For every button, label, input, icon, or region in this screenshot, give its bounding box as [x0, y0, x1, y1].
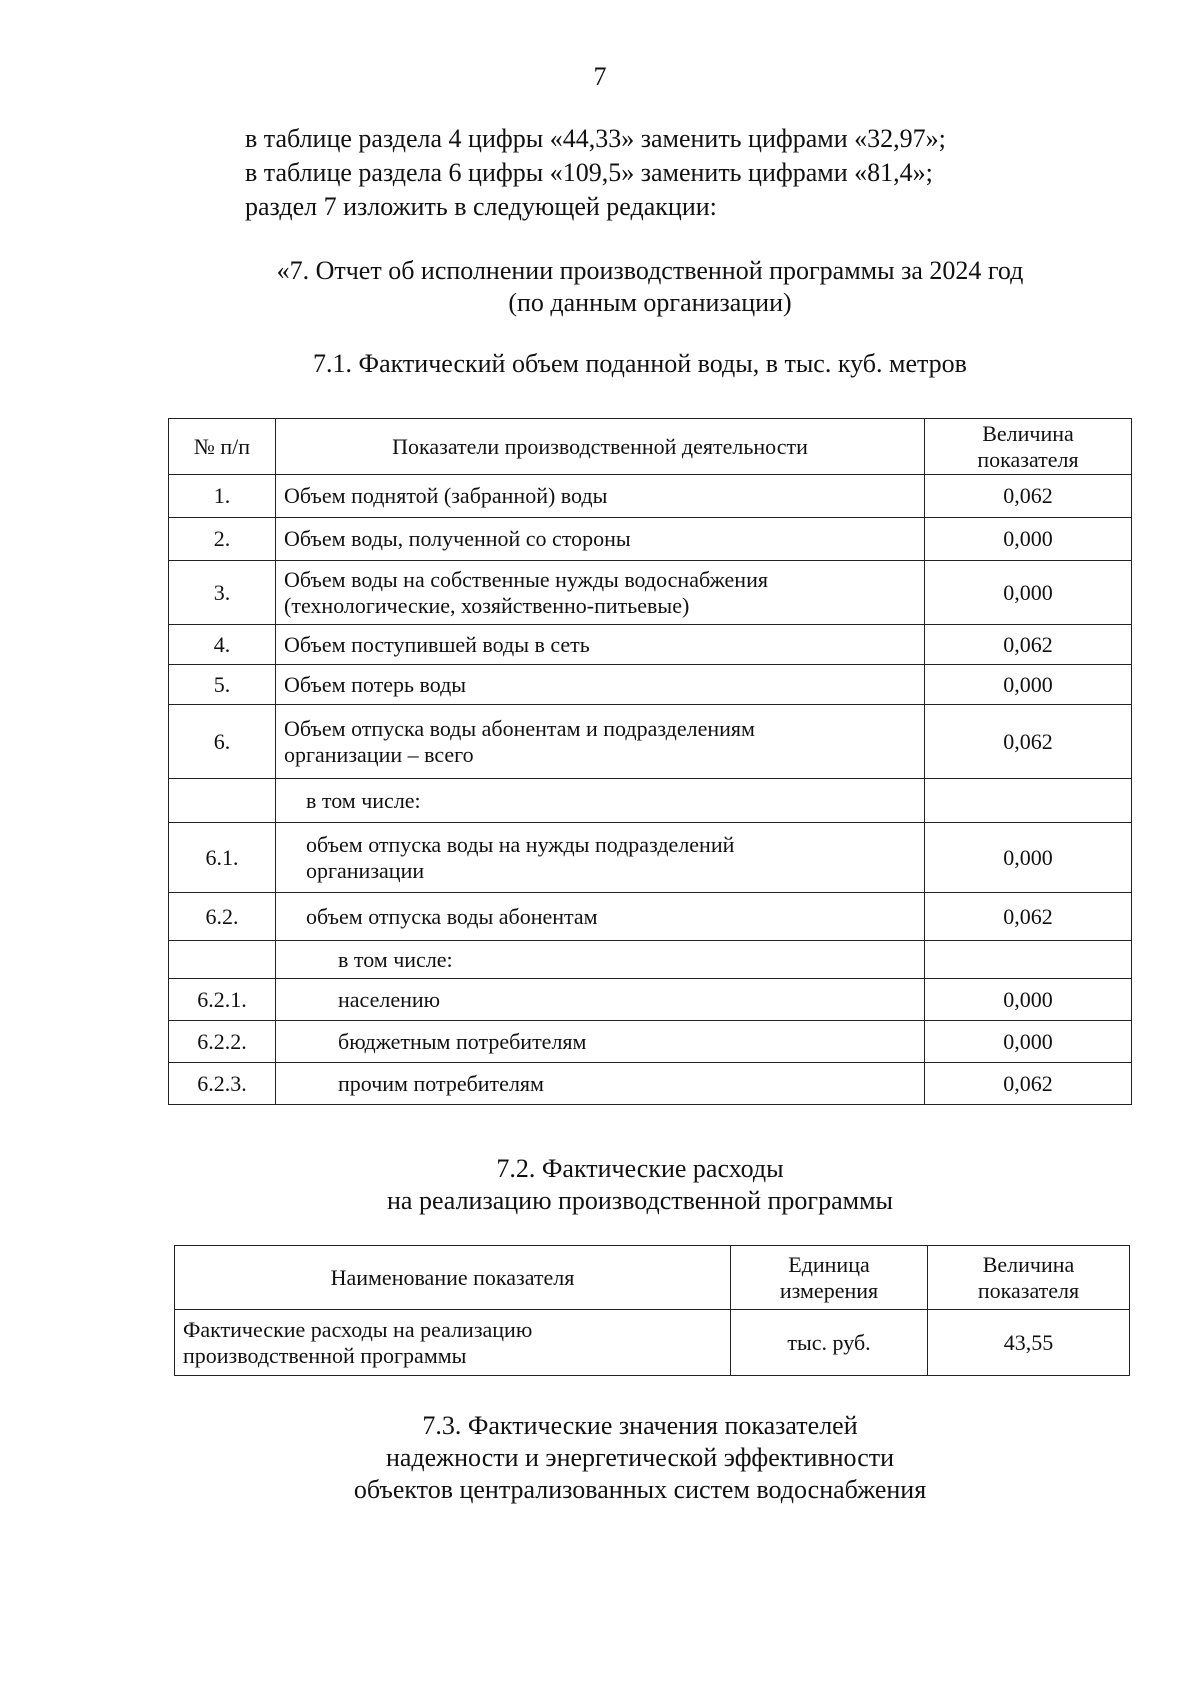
section-7-1-title-line: 7.1. Фактический объем поданной воды, в тыс. куб. метров	[313, 349, 967, 378]
row-name: объем отпуска воды абонентам	[276, 893, 925, 941]
row-name-line: производственной программы	[183, 1342, 467, 1368]
header-value-line: показателя	[977, 1277, 1080, 1303]
row-num: 6.2.2.	[169, 1021, 276, 1063]
row-num: 1.	[169, 475, 276, 518]
row-num: 6.1.	[169, 823, 276, 893]
section-7-title-line: (по данным организации)	[508, 288, 792, 317]
row-name-line: организации – всего	[284, 741, 474, 767]
row-name-line: организации	[306, 857, 425, 883]
row-unit: тыс. руб.	[731, 1310, 928, 1376]
row-value: 0,062	[925, 705, 1132, 779]
row-num: 6.	[169, 705, 276, 779]
row-num: 6.2.	[169, 893, 276, 941]
row-num: 6.2.1.	[169, 979, 276, 1021]
header-name: Показатели производственной деятельности	[276, 419, 925, 475]
table-row	[169, 941, 1132, 979]
header-num: № п/п	[169, 419, 276, 475]
row-value: 0,000	[925, 979, 1132, 1021]
row-name: Объем поступившей воды в сеть	[276, 625, 925, 665]
row-value: 0,062	[925, 1063, 1132, 1105]
row-name: Объем воды, полученной со стороны	[276, 518, 925, 561]
section-7-title-line: «7. Отчет об исполнении производственной программы за 2024 год	[276, 256, 1024, 285]
row-name-line: (технологические, хозяйственно-питьевые)	[284, 592, 690, 618]
table-header-row	[169, 419, 1132, 475]
row-value	[925, 779, 1132, 823]
row-value: 0,000	[925, 665, 1132, 705]
table-row	[169, 625, 1132, 665]
row-name	[276, 823, 925, 893]
table-row	[169, 665, 1132, 705]
table-row	[169, 561, 1132, 625]
row-value: 0,000	[925, 561, 1132, 625]
expenses-table	[174, 1245, 1130, 1376]
row-value: 43,55	[928, 1310, 1130, 1376]
header-unit-line: Единица	[788, 1251, 870, 1277]
row-num: 6.2.3.	[169, 1063, 276, 1105]
row-num	[169, 779, 276, 823]
intro-line: в таблице раздела 6 цифры «109,5» заменить цифрами «81,4»;	[245, 158, 933, 187]
row-value	[925, 941, 1132, 979]
header-value	[925, 419, 1132, 475]
intro-line: в таблице раздела 4 цифры «44,33» заменить цифрами «32,97»;	[245, 124, 946, 153]
row-name: в том числе:	[276, 779, 925, 823]
row-value: 0,000	[925, 518, 1132, 561]
page-number: 7	[593, 62, 607, 91]
header-value	[928, 1246, 1130, 1310]
row-value: 0,000	[925, 1021, 1132, 1063]
table-row	[169, 1021, 1132, 1063]
table-row	[169, 893, 1132, 941]
table-row	[169, 518, 1132, 561]
table-row	[169, 705, 1132, 779]
row-name-line: объем отпуска воды на нужды подразделений	[306, 831, 735, 857]
row-name-line: Объем воды на собственные нужды водоснабжения	[284, 566, 768, 592]
section-7-2-title-line: 7.2. Фактические расходы	[496, 1154, 784, 1183]
row-name: Объем потерь воды	[276, 665, 925, 705]
section-7-3-title-line: объектов централизованных систем водоснабжения	[353, 1475, 927, 1504]
header-value-line: Величина	[982, 420, 1074, 446]
header-name: Наименование показателя	[175, 1246, 731, 1310]
section-7-3-title-line: надежности и энергетической эффективности	[385, 1443, 895, 1472]
header-value-line: Величина	[982, 1251, 1075, 1277]
header-unit	[731, 1246, 928, 1310]
row-value: 0,062	[925, 893, 1132, 941]
row-value: 0,062	[925, 475, 1132, 518]
section-7-3-title	[40, 1410, 1200, 1506]
row-name: Объем поднятой (забранной) воды	[276, 475, 925, 518]
table-row	[169, 979, 1132, 1021]
row-name: населению	[276, 979, 925, 1021]
row-num: 3.	[169, 561, 276, 625]
intro-line: раздел 7 изложить в следующей редакции:	[245, 192, 717, 221]
row-name: в том числе:	[276, 941, 925, 979]
header-unit-line: измерения	[779, 1277, 879, 1303]
table-row	[169, 779, 1132, 823]
row-num: 4.	[169, 625, 276, 665]
row-name	[276, 561, 925, 625]
section-7-title	[50, 255, 1200, 319]
row-num	[169, 941, 276, 979]
row-name-line: Фактические расходы на реализацию	[183, 1316, 533, 1342]
section-7-1-title	[40, 348, 1200, 380]
row-name	[175, 1310, 731, 1376]
section-7-2-title-line: на реализацию производственной программы	[386, 1186, 893, 1215]
table-row	[175, 1310, 1130, 1376]
table-row	[169, 475, 1132, 518]
section-7-3-title-line: 7.3. Фактические значения показателей	[422, 1411, 858, 1440]
header-value-line: показателя	[977, 446, 1079, 472]
water-volume-table	[168, 418, 1132, 1105]
intro-paragraph	[245, 122, 946, 224]
row-name: бюджетным потребителям	[276, 1021, 925, 1063]
row-num: 5.	[169, 665, 276, 705]
row-num: 2.	[169, 518, 276, 561]
table-header-row	[175, 1246, 1130, 1310]
row-value: 0,000	[925, 823, 1132, 893]
row-name-line: Объем отпуска воды абонентам и подразделениям	[284, 715, 755, 741]
table-row	[169, 823, 1132, 893]
row-value: 0,062	[925, 625, 1132, 665]
row-name	[276, 705, 925, 779]
row-name: прочим потребителям	[276, 1063, 925, 1105]
section-7-2-title	[40, 1153, 1200, 1217]
table-row	[169, 1063, 1132, 1105]
